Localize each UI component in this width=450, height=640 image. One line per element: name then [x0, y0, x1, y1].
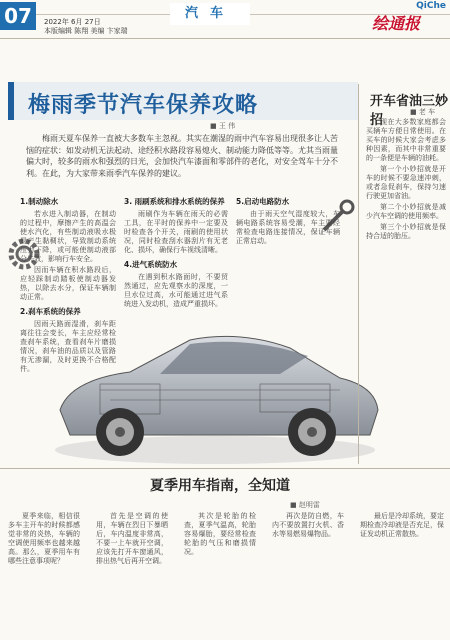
main-lead — [26, 133, 342, 179]
right-title: 开车省油三妙招 — [370, 94, 449, 128]
bottom-column — [272, 512, 344, 541]
right-paragraph: 现在大多数家庭都会买辆车方便日常使用。在买车的时候大家会考虑多种因素，而其中非常重要的一条便是车辆的油耗。 — [366, 118, 446, 162]
section-heading: 4.进气系统防水 — [124, 260, 178, 269]
bottom-column — [8, 512, 80, 568]
main-author: ■ 王 伟 — [210, 122, 236, 130]
bottom-paragraph: 首先是空调的使用，车辆在烈日下暴晒后，车内温度非常高，不要一上车就开空调，应该先打开车窗通风，排出热气后再开空调。 — [96, 512, 168, 565]
bottom-paragraph: 夏季来临，相信很多车主开车的时候都感觉非常的炎热，车辆的空调使用频率也越来越高。那么，夏季用车有哪些注意事项呢？ — [8, 512, 80, 565]
section-paragraph: 因雨天路面湿滑，刹车距离往往会变长，车主应经常检查刹车系统，查看刹车片磨损情况，刹车油的品质以及管路有无渗漏，及时更换不合格配件。 — [20, 320, 116, 373]
lead-text: 梅雨天夏车保养一直被大多数车主忽视。其实在潮湿的雨中汽车容易出现很多让人苦恼的症状：如发动机无法起动、途经积水路段容易熄火、制动能力降低等等。尤其当雨量偏大时，较多的雨水和强烈的日光，会加快汽车漆面和零部件的老化，对安全驾车十分不利。在此，为大家带来雨季汽车保养的建议。 — [26, 134, 338, 178]
section-paragraph: 若水进入制动器，在制动的过程中，摩擦产生的高温会使水汽化，有些制动液吸水极易产生黏稠状，导致制动系统压力下降，或可能使制动液部分失效，影响行车安全。 — [20, 210, 116, 263]
section-heading: 3. 雨刷系统和排水系统的保养 — [124, 197, 225, 206]
header-divider — [0, 38, 450, 39]
bottom-author: ■ 赵明雷 — [290, 501, 320, 509]
bottom-column — [184, 512, 256, 559]
bottom-column — [360, 512, 444, 541]
bottom-title: 夏季用车指南，全知道 — [150, 478, 290, 494]
section-label: 汽车 — [170, 3, 250, 25]
brand-logo: 绘通报 — [372, 14, 421, 33]
section-pinyin: QiChe — [416, 1, 446, 11]
section-paragraph: 由于雨天空气湿度较大，车辆电路系统容易受潮，车主要经常检查电路连接情况，保证车辆正常启动。 — [236, 210, 340, 245]
right-paragraph: 第三个小妙招就是保持合适的胎压。 — [366, 223, 446, 240]
right-body — [366, 118, 446, 243]
page-number: 07 — [0, 2, 36, 30]
right-paragraph: 第一个小妙招就是开车的时候不要急速冲刺，或者急促刹车，保持匀速行驶更加省油。 — [366, 165, 446, 200]
section-paragraph: 雨刷作为车辆在雨天的必需工具，在平时的保养中一定要及时检查各个开关，雨刷的使用状况，同时检查刮水器刮片有无老化、损坏，确保行车视线清晰。 — [124, 210, 228, 254]
bottom-paragraph: 最后是冷却系统，要定期检查冷却液是否充足，保证发动机正常散热。 — [360, 512, 444, 538]
right-author: ■ 老 车 — [410, 108, 436, 116]
car-cutaway-image — [40, 300, 390, 470]
section-paragraph: 在遇到积水路面时，不要贸然通过，应先观察水的深度，一旦水位过高，水可能通过进气系统进入发动机，造成严重损坏。 — [124, 273, 228, 308]
issue-info — [44, 18, 128, 36]
right-paragraph: 第二个小妙招就是减少汽车空调的使用频率。 — [366, 203, 446, 220]
bottom-divider — [0, 468, 450, 469]
bottom-column — [96, 512, 168, 568]
issue-date: 2022年 6月 27日 — [44, 18, 101, 26]
main-title: 梅雨季节汽车保养攻略 — [28, 93, 259, 118]
section-heading: 1.制动除水 — [20, 197, 59, 206]
bottom-paragraph: 其次是轮胎的检查，夏季气温高，轮胎容易爆胎，要经常检查轮胎的气压和磨损情况。 — [184, 512, 256, 556]
section-paragraph: 因而车辆在积水路段后，应轻踩制动踏板使制动器发热，以除去水分，保证车辆制动正常。 — [20, 266, 116, 301]
issue-editors: 本版编辑 陈翔 美编 卞家瑞 — [44, 27, 128, 35]
section-heading: 5.启动电路防水 — [236, 197, 290, 206]
column-divider — [358, 84, 359, 464]
bottom-paragraph: 再次是防自燃，车内不要放置打火机、香水等易燃易爆物品。 — [272, 512, 344, 538]
main-column-3 — [236, 192, 340, 248]
main-column-2 — [124, 192, 228, 311]
section-heading: 2.刹车系统的保养 — [20, 307, 81, 316]
